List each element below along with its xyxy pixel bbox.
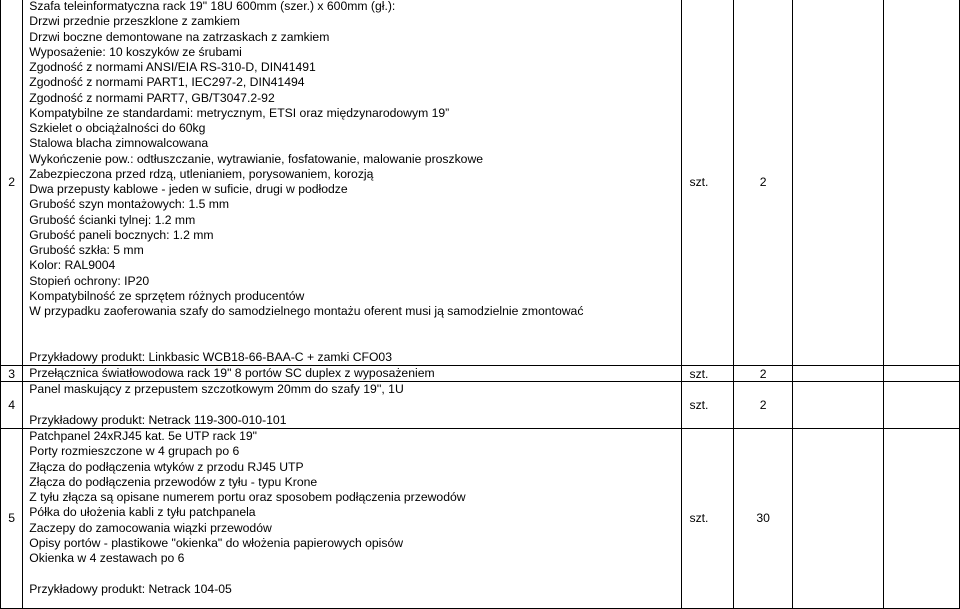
table-row bbox=[1, 366, 960, 382]
description-line: Panel maskujący z przepustem szczotkowym 20mm do szafy 19'', 1U bbox=[29, 382, 404, 397]
item-description bbox=[23, 429, 682, 609]
item-description bbox=[23, 0, 682, 366]
product-example: Przykładowy produkt: Netrack 119-300-010-101 bbox=[29, 412, 287, 427]
description-line: Zabezpieczona przed rdzą, utlenianiem, porysowaniem, korozją bbox=[29, 166, 374, 181]
quantity-cell: 2 bbox=[734, 366, 793, 382]
item-description bbox=[23, 382, 682, 429]
description-line: Kompatybilne ze standardami: metrycznym, ETSI oraz międzynarodowym 19” bbox=[29, 105, 450, 120]
row-number: 4 bbox=[1, 382, 23, 429]
quantity-cell: 2 bbox=[734, 0, 793, 366]
description-line: Kolor: RAL9004 bbox=[29, 258, 116, 273]
description-line: Półka do ułożenia kabli z tyłu patchpanela bbox=[29, 505, 256, 520]
description-line: Opisy portów - plastikowe "okienka" do włożenia papierowych opisów bbox=[29, 535, 404, 550]
empty-cell bbox=[883, 429, 959, 609]
description-line: Zgodność z normami PART7, GB/T3047.2-92 bbox=[29, 90, 275, 105]
quantity-cell: 2 bbox=[734, 382, 793, 429]
description-line: Porty rozmieszczone w 4 grupach po 6 bbox=[29, 444, 240, 459]
quantity-cell: 30 bbox=[734, 429, 793, 609]
description-line: Dwa przepusty kablowe - jeden w suficie, drugi w podłodze bbox=[29, 182, 348, 196]
description-line: Zgodność z normami ANSI/EIA RS-310-D, DIN41491 bbox=[29, 60, 316, 74]
description-line: Szafa teleinformatyczna rack 19" 18U 600mm (szer.) x 600mm (gł.): bbox=[29, 0, 396, 13]
product-example: Przykładowy produkt: Netrack 104-05 bbox=[29, 581, 232, 596]
description-line: Z tyłu złącza są opisane numerem portu oraz sposobem podłączenia przewodów bbox=[29, 490, 466, 504]
unit-cell: szt. bbox=[682, 429, 734, 609]
description-line: Wyposażenie: 10 koszyków ze śrubami bbox=[29, 44, 242, 59]
description-line: Patchpanel 24xRJ45 kat. 5e UTP rack 19" bbox=[29, 429, 257, 443]
description-line: Drzwi przednie przeszklone z zamkiem bbox=[29, 14, 240, 29]
description-line: Szkielet o obciążalności do 60kg bbox=[29, 121, 206, 135]
unit-cell: szt. bbox=[682, 366, 734, 382]
description-line: Stopień ochrony: IP20 bbox=[29, 273, 150, 288]
description-line: Wykończenie pow.: odtłuszczanie, wytrawianie, fosfatowanie, malowanie proszkowe bbox=[29, 151, 484, 166]
description-line: Grubość szkła: 5 mm bbox=[29, 243, 144, 257]
description-line: Okienka w 4 zestawach po 6 bbox=[29, 551, 185, 565]
table-row bbox=[1, 0, 960, 366]
description-line: Przełącznica światłowodowa rack 19" 8 portów SC duplex z wyposażeniem bbox=[29, 366, 435, 380]
description-line: Kompatybilność ze sprzętem różnych producentów bbox=[29, 288, 305, 303]
row-number: 3 bbox=[1, 366, 23, 382]
empty-cell bbox=[883, 0, 959, 366]
empty-cell bbox=[793, 366, 884, 382]
description-line: Grubość szyn montażowych: 1.5 mm bbox=[29, 197, 230, 212]
description-line: Złącza do podłączenia przewodów z tyłu - typu Krone bbox=[29, 474, 318, 489]
description-line: W przypadku zaoferowania szafy do samodzielnego montażu oferent musi ją samodzielnie zmontować bbox=[29, 304, 584, 318]
description-line: Grubość paneli bocznych: 1.2 mm bbox=[29, 227, 214, 242]
unit-cell: szt. bbox=[682, 382, 734, 429]
description-line: Zaczepy do zamocowania wiązki przewodów bbox=[29, 520, 272, 535]
item-description bbox=[23, 366, 682, 382]
description-line: Drzwi boczne demontowane na zatrzaskach z zamkiem bbox=[29, 29, 330, 44]
product-example: Przykładowy produkt: Linkbasic WCB18-66-BAA-C + zamki CFO03 bbox=[29, 349, 392, 364]
description-line: Stalowa blacha zimnowalcowana bbox=[29, 136, 209, 151]
table-row bbox=[1, 429, 960, 609]
empty-cell bbox=[793, 382, 884, 429]
row-number: 5 bbox=[1, 429, 23, 609]
empty-cell bbox=[793, 0, 884, 366]
empty-cell bbox=[883, 382, 959, 429]
unit-cell: szt. bbox=[682, 0, 734, 366]
row-number: 2 bbox=[1, 0, 23, 366]
description-line: Złącza do podłączenia wtyków z przodu RJ45 UTP bbox=[29, 459, 304, 474]
description-line: Grubość ścianki tylnej: 1.2 mm bbox=[29, 212, 196, 227]
empty-cell bbox=[793, 429, 884, 609]
table-row bbox=[1, 382, 960, 429]
description-line: Zgodność z normami PART1, IEC297-2, DIN41494 bbox=[29, 75, 305, 90]
empty-cell bbox=[883, 366, 959, 382]
